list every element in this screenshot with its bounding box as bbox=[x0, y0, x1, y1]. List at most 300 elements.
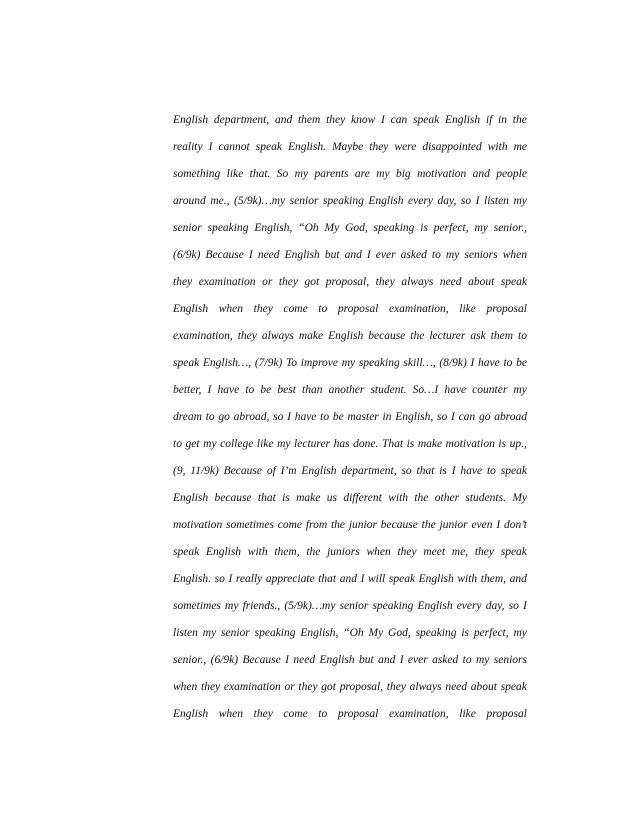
word: need bbox=[257, 249, 280, 261]
word: lecturer bbox=[294, 438, 331, 450]
text-line bbox=[173, 296, 527, 323]
word: appreciate bbox=[265, 573, 315, 585]
word: ever bbox=[375, 249, 396, 261]
word: to bbox=[320, 411, 330, 423]
word: improve bbox=[300, 357, 339, 369]
word: speak bbox=[173, 357, 200, 369]
word: skill…, bbox=[403, 357, 436, 369]
word: speaking bbox=[415, 627, 457, 639]
word: come bbox=[283, 303, 308, 315]
word: speak bbox=[500, 276, 527, 288]
word: my bbox=[294, 168, 309, 180]
word: speaking bbox=[322, 195, 364, 207]
text-line bbox=[173, 188, 527, 215]
word: best bbox=[277, 384, 296, 396]
word: 11/9k) bbox=[190, 465, 219, 477]
word: with bbox=[388, 492, 409, 504]
word: the bbox=[330, 519, 346, 531]
word: that bbox=[416, 465, 435, 477]
word: that. bbox=[249, 168, 271, 180]
word: speak bbox=[413, 114, 440, 126]
word: or bbox=[262, 276, 273, 288]
word: examination, bbox=[173, 330, 233, 342]
word: I bbox=[207, 384, 212, 396]
word: got bbox=[304, 276, 320, 288]
text-line bbox=[173, 485, 527, 512]
word: make bbox=[298, 330, 324, 342]
word: to bbox=[318, 303, 328, 315]
word: need bbox=[445, 681, 468, 693]
word: are bbox=[354, 168, 370, 180]
word: done. bbox=[353, 438, 379, 450]
word: around bbox=[173, 195, 206, 207]
word: English bbox=[301, 465, 337, 477]
word: my bbox=[474, 222, 488, 234]
text-line bbox=[173, 323, 527, 350]
word: junior bbox=[439, 519, 468, 531]
word: speak bbox=[388, 573, 416, 585]
word: my bbox=[277, 438, 291, 450]
word: English…, bbox=[202, 357, 252, 369]
word: speaking bbox=[373, 222, 415, 234]
word: English bbox=[173, 114, 209, 126]
word: to bbox=[518, 330, 527, 342]
word: listen bbox=[484, 195, 509, 207]
word: My bbox=[512, 492, 527, 504]
text-line bbox=[173, 566, 527, 593]
word: us bbox=[326, 492, 337, 504]
word: be bbox=[260, 384, 272, 396]
text-line bbox=[173, 431, 527, 458]
word: because bbox=[380, 519, 418, 531]
text-line bbox=[173, 107, 527, 134]
word: them bbox=[490, 330, 514, 342]
word: (6/9k) bbox=[210, 654, 239, 666]
word: my bbox=[202, 627, 217, 639]
word: like bbox=[256, 438, 274, 450]
text-line bbox=[173, 350, 527, 377]
word: they bbox=[397, 546, 417, 558]
word: they bbox=[326, 114, 346, 126]
word: I’m bbox=[280, 465, 297, 477]
word: proposal bbox=[337, 303, 379, 315]
word: when bbox=[173, 681, 198, 693]
word: That bbox=[381, 438, 404, 450]
word: (8/9k) bbox=[439, 357, 467, 369]
word: ask bbox=[470, 330, 486, 342]
word: proposal, bbox=[325, 276, 370, 288]
word: can bbox=[458, 411, 476, 423]
word: juniors bbox=[327, 546, 360, 558]
word: get bbox=[185, 438, 200, 450]
word: come bbox=[283, 708, 308, 720]
word: sometimes bbox=[173, 600, 221, 612]
word: about bbox=[470, 681, 497, 693]
word: to bbox=[431, 249, 441, 261]
text-line bbox=[173, 134, 527, 161]
word: make bbox=[296, 492, 321, 504]
word: English, bbox=[300, 627, 339, 639]
word: proposal, bbox=[339, 681, 384, 693]
word: listen bbox=[173, 627, 198, 639]
word: they bbox=[173, 276, 193, 288]
word: meet bbox=[423, 546, 446, 558]
word: were bbox=[394, 141, 417, 153]
word: of bbox=[266, 465, 276, 477]
word: counter bbox=[472, 384, 508, 396]
word: day, bbox=[437, 195, 457, 207]
word: when bbox=[502, 249, 527, 261]
word: I bbox=[287, 411, 291, 423]
word: with bbox=[487, 141, 508, 153]
word: Maybe bbox=[331, 141, 364, 153]
word: is bbox=[439, 465, 447, 477]
word: English bbox=[417, 600, 453, 612]
word: something bbox=[173, 168, 221, 180]
word: proposal bbox=[486, 708, 527, 720]
text-line bbox=[173, 539, 527, 566]
word: the bbox=[414, 492, 429, 504]
word: So…I bbox=[412, 384, 439, 396]
text-line bbox=[173, 593, 527, 620]
word: motivation bbox=[173, 519, 223, 531]
word: speaking bbox=[358, 357, 400, 369]
word: (7/9k) bbox=[254, 357, 283, 369]
word: senior., bbox=[173, 654, 207, 666]
word: my bbox=[376, 168, 390, 180]
word: have bbox=[460, 465, 483, 477]
word: To bbox=[285, 357, 298, 369]
word: proposal bbox=[486, 303, 527, 315]
word: big bbox=[395, 168, 411, 180]
word: my bbox=[475, 654, 490, 666]
word: perfect, bbox=[433, 222, 469, 234]
word: other bbox=[434, 492, 460, 504]
word: to bbox=[173, 438, 182, 450]
word: I bbox=[381, 114, 385, 126]
word: but bbox=[358, 654, 374, 666]
word: really bbox=[235, 573, 263, 585]
word: because bbox=[368, 330, 406, 342]
word: speak bbox=[500, 465, 527, 477]
word: ever bbox=[407, 654, 428, 666]
word: has bbox=[333, 438, 350, 450]
word: so bbox=[460, 195, 472, 207]
word: about bbox=[468, 276, 495, 288]
word: every bbox=[456, 600, 482, 612]
text-line bbox=[173, 512, 527, 539]
word: I bbox=[450, 411, 455, 423]
word: I bbox=[399, 654, 404, 666]
word: when bbox=[218, 708, 244, 720]
word: Because bbox=[242, 654, 281, 666]
word: even bbox=[471, 519, 493, 531]
word: when bbox=[366, 546, 391, 558]
word: to bbox=[245, 384, 255, 396]
word: is bbox=[420, 222, 428, 234]
word: make bbox=[417, 438, 443, 450]
word: “Oh bbox=[343, 627, 364, 639]
word: don’t bbox=[503, 519, 527, 531]
word: seniors bbox=[464, 249, 498, 261]
word: so bbox=[437, 411, 448, 423]
word: sometimes bbox=[226, 519, 274, 531]
word: English bbox=[418, 573, 454, 585]
text-line bbox=[173, 620, 527, 647]
word: speaking bbox=[254, 627, 296, 639]
word: the bbox=[306, 546, 321, 558]
word: so bbox=[508, 600, 519, 612]
word: motivation bbox=[417, 168, 467, 180]
word: and bbox=[378, 654, 396, 666]
word: to bbox=[503, 357, 513, 369]
word: God, bbox=[345, 222, 368, 234]
word: department, bbox=[213, 114, 270, 126]
word: and bbox=[274, 114, 293, 126]
word: speaking bbox=[207, 222, 249, 234]
word: so bbox=[273, 411, 284, 423]
word: like bbox=[226, 168, 244, 180]
word: I bbox=[523, 600, 527, 612]
word: senior bbox=[339, 600, 369, 612]
word: people bbox=[496, 168, 527, 180]
word: up., bbox=[509, 438, 527, 450]
word: I bbox=[248, 249, 253, 261]
word: and bbox=[509, 573, 527, 585]
text-line bbox=[173, 242, 527, 269]
word: I bbox=[496, 519, 501, 531]
word: day, bbox=[485, 600, 505, 612]
word: So bbox=[276, 168, 289, 180]
word: English. bbox=[173, 573, 212, 585]
word: to bbox=[205, 411, 215, 423]
word: better, bbox=[173, 384, 202, 396]
word: with bbox=[247, 546, 268, 558]
word: will bbox=[368, 573, 386, 585]
word: senior., bbox=[493, 222, 527, 234]
word: so bbox=[214, 573, 225, 585]
word: I bbox=[470, 357, 475, 369]
word: perfect, bbox=[473, 627, 509, 639]
word: God, bbox=[388, 627, 411, 639]
word: proposal bbox=[337, 708, 379, 720]
word: speak bbox=[500, 681, 527, 693]
word: have bbox=[294, 411, 317, 423]
word: my bbox=[513, 195, 527, 207]
word: they bbox=[253, 708, 273, 720]
word: is bbox=[282, 492, 290, 504]
word: My bbox=[368, 627, 384, 639]
word: junior bbox=[348, 519, 377, 531]
text-line bbox=[173, 215, 527, 242]
word: know bbox=[351, 114, 376, 126]
word: master bbox=[347, 411, 379, 423]
word: I bbox=[451, 465, 456, 477]
word: my bbox=[341, 357, 356, 369]
word: they bbox=[278, 276, 298, 288]
word: have bbox=[444, 384, 467, 396]
word: need bbox=[293, 654, 316, 666]
word: is bbox=[498, 438, 507, 450]
text-line bbox=[173, 674, 527, 701]
word: in bbox=[382, 411, 392, 423]
body-text bbox=[173, 107, 527, 728]
word: speak bbox=[173, 546, 200, 558]
word: students. bbox=[465, 492, 506, 504]
word: friends., bbox=[242, 600, 281, 612]
word: they bbox=[375, 276, 395, 288]
word: because bbox=[214, 492, 252, 504]
word: I bbox=[285, 654, 289, 666]
word: the bbox=[410, 330, 425, 342]
word: that bbox=[318, 573, 337, 585]
word: them, bbox=[274, 546, 300, 558]
word: I bbox=[360, 573, 365, 585]
word: examination, bbox=[388, 303, 449, 315]
word: English. bbox=[287, 141, 326, 153]
word: speak bbox=[500, 546, 527, 558]
word: my bbox=[203, 438, 217, 450]
word: dream bbox=[173, 411, 202, 423]
word: English bbox=[173, 492, 209, 504]
word: so bbox=[401, 465, 412, 477]
word: can bbox=[390, 114, 408, 126]
word: my bbox=[445, 249, 460, 261]
word: Because bbox=[205, 249, 244, 261]
word: abroad, bbox=[233, 411, 270, 423]
word: them bbox=[297, 114, 321, 126]
word: English, bbox=[254, 222, 293, 234]
word: from bbox=[305, 519, 328, 531]
word: have bbox=[478, 357, 500, 369]
word: college bbox=[220, 438, 254, 450]
text-line bbox=[173, 647, 527, 674]
word: they bbox=[474, 546, 494, 558]
word: examination bbox=[223, 681, 281, 693]
word: than bbox=[302, 384, 323, 396]
word: examination bbox=[198, 276, 256, 288]
word: English bbox=[319, 654, 355, 666]
word: or bbox=[284, 681, 295, 693]
word: when bbox=[218, 303, 244, 315]
word: come bbox=[277, 519, 303, 531]
word: department, bbox=[341, 465, 397, 477]
word: English bbox=[173, 303, 209, 315]
word: parents bbox=[314, 168, 349, 180]
word: like bbox=[459, 303, 476, 315]
word: abroad bbox=[494, 411, 527, 423]
word: English bbox=[444, 114, 481, 126]
word: always bbox=[409, 681, 442, 693]
word: (6/9k) bbox=[173, 249, 201, 261]
word: to bbox=[486, 465, 496, 477]
word: English bbox=[173, 708, 209, 720]
word: English, bbox=[395, 411, 434, 423]
word: I bbox=[228, 573, 233, 585]
word: asked bbox=[400, 249, 427, 261]
word: my bbox=[513, 384, 527, 396]
word: they bbox=[237, 330, 257, 342]
word: senior bbox=[221, 627, 250, 639]
word: be bbox=[516, 357, 527, 369]
text-line bbox=[173, 377, 527, 404]
word: have bbox=[217, 384, 240, 396]
word: the bbox=[512, 114, 527, 126]
word: them, bbox=[480, 573, 507, 585]
word: me, bbox=[451, 546, 469, 558]
word: examination, bbox=[388, 708, 449, 720]
text-line bbox=[173, 404, 527, 431]
word: I bbox=[366, 249, 371, 261]
word: in bbox=[498, 114, 507, 126]
word: like bbox=[459, 708, 476, 720]
word: lecturer bbox=[429, 330, 466, 342]
word: go bbox=[218, 411, 230, 423]
word: “Oh bbox=[298, 222, 319, 234]
word: (5/9k)…my bbox=[284, 600, 336, 612]
word: always bbox=[401, 276, 434, 288]
word: and bbox=[344, 249, 362, 261]
word: is bbox=[406, 438, 415, 450]
word: I bbox=[475, 195, 480, 207]
word: different bbox=[343, 492, 382, 504]
text-line bbox=[173, 701, 527, 728]
word: to bbox=[318, 708, 328, 720]
word: I bbox=[208, 141, 213, 153]
text-line bbox=[173, 458, 527, 485]
word: need bbox=[439, 276, 462, 288]
word: that bbox=[257, 492, 276, 504]
word: but bbox=[324, 249, 340, 261]
word: speaking bbox=[372, 600, 414, 612]
word: reality bbox=[173, 141, 203, 153]
word: seniors bbox=[493, 654, 527, 666]
word: My bbox=[324, 222, 340, 234]
word: with bbox=[457, 573, 478, 585]
word: the bbox=[421, 519, 436, 531]
word: go bbox=[478, 411, 491, 423]
word: (5/9k)…my bbox=[234, 195, 286, 207]
text-line bbox=[173, 269, 527, 296]
word: be bbox=[332, 411, 344, 423]
word: senior bbox=[289, 195, 319, 207]
word: and bbox=[472, 168, 490, 180]
word: English bbox=[284, 249, 320, 261]
word: they bbox=[201, 681, 221, 693]
word: asked bbox=[432, 654, 459, 666]
word: and bbox=[339, 573, 357, 585]
word: my bbox=[225, 600, 239, 612]
word: speak bbox=[255, 141, 282, 153]
word: me., bbox=[210, 195, 230, 207]
word: cannot bbox=[218, 141, 250, 153]
word: if bbox=[485, 114, 493, 126]
word: disappointed bbox=[422, 141, 482, 153]
word: (9, bbox=[173, 465, 186, 477]
word: another bbox=[328, 384, 365, 396]
word: my bbox=[513, 627, 527, 639]
word: English bbox=[205, 546, 242, 558]
word: English bbox=[328, 330, 364, 342]
word: me bbox=[513, 141, 527, 153]
word: is bbox=[461, 627, 469, 639]
word: every bbox=[408, 195, 433, 207]
word: student. bbox=[370, 384, 407, 396]
word: they bbox=[253, 303, 273, 315]
word: motivation bbox=[445, 438, 495, 450]
word: they bbox=[369, 141, 389, 153]
word: senior bbox=[173, 222, 202, 234]
